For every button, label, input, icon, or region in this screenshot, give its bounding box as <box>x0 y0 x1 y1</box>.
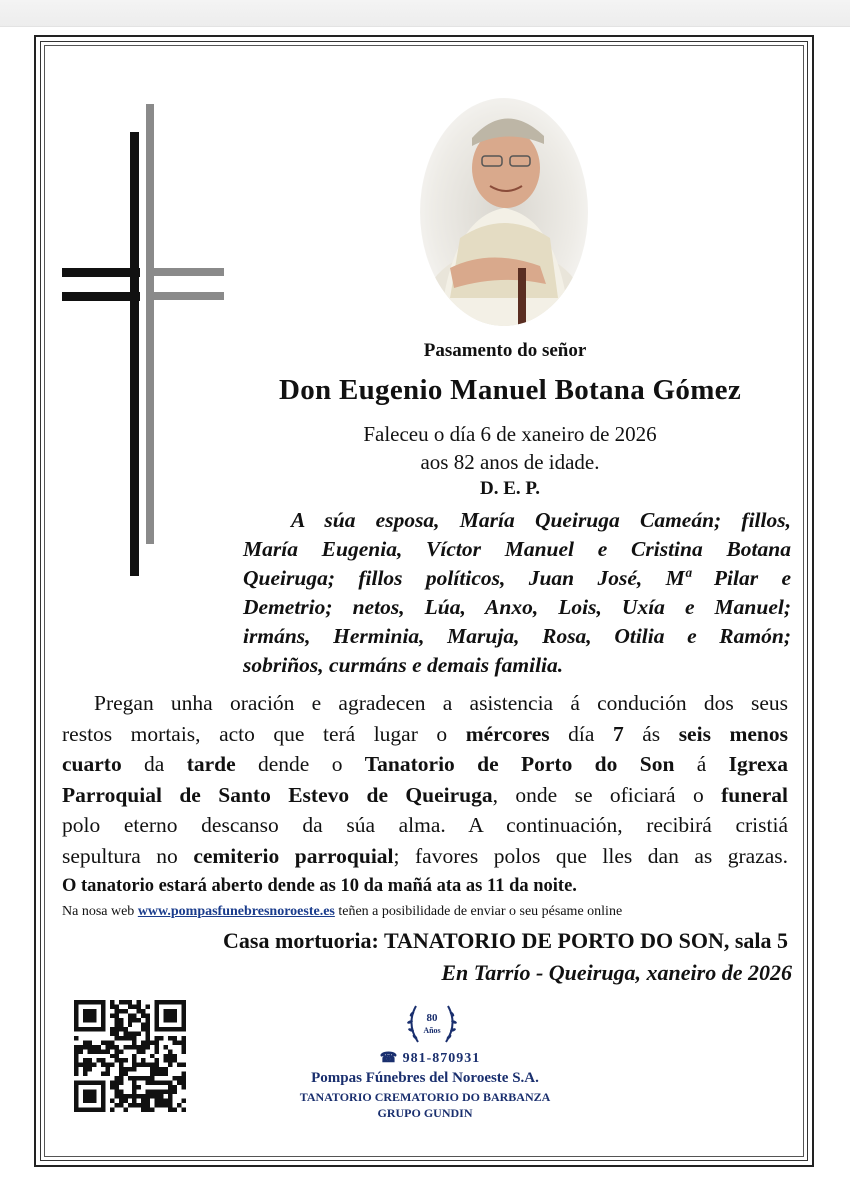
deceased-name: Don Eugenio Manuel Botana Gómez <box>278 374 742 406</box>
group-name: GRUPO GUNDIN <box>377 1106 473 1120</box>
ceremony-paragraph <box>62 688 788 871</box>
opening-hours: O tanatorio estará aberto dende as 10 da mañá ata as 11 da noite. <box>62 876 577 896</box>
family-list <box>243 506 791 680</box>
website-link[interactable]: www.pompasfunebresnoroeste.es <box>137 904 335 919</box>
family-line: A súa esposa, María Queiruga Cameán; fillos, <box>291 508 791 532</box>
paragraph-line: Parroquial de Santo Estevo de Queiruga, onde se oficiará o funeral <box>62 782 788 807</box>
family-line: irmáns, Herminia, Maruja, Rosa, Otilia e Ramón; <box>243 624 791 648</box>
logo-word: Años <box>423 1026 441 1035</box>
paragraph-line: polo eterno descanso da súa alma. A continuación, recibirá cristiá <box>62 813 788 837</box>
cross-icon <box>62 104 224 580</box>
phone-line <box>330 1050 530 1067</box>
company-name: Pompas Fúnebres del Noroeste S.A. <box>311 1070 539 1086</box>
top-bar <box>0 0 850 27</box>
web-notice <box>62 904 622 920</box>
anniversary-logo-icon <box>404 1000 460 1050</box>
paragraph-line: Pregan unha oración e agradecen a asistencia á condución dos seus <box>94 691 788 715</box>
dep-line: D. E. P. <box>479 478 540 499</box>
family-line: sobriños, curmáns e demais familia. <box>243 653 564 677</box>
phone-icon: ☎ <box>379 1051 399 1066</box>
family-line: Demetrio; netos, Lúa, Anxo, Lois, Uxía e Manuel; <box>243 595 791 619</box>
funeral-home: Casa mortuoria: TANATORIO DE PORTO DO SON, sala 5 <box>223 928 788 953</box>
portrait-illustration <box>420 98 588 326</box>
age-line: aos 82 anos de idade. <box>420 450 600 474</box>
tanatorio-name: TANATORIO CREMATORIO DO BARBANZA <box>299 1090 551 1104</box>
portrait-photo <box>420 98 588 326</box>
paragraph-line: cuarto da tarde dende o Tanatorio de Porto do Son á Igrexa <box>62 752 788 776</box>
qr-code[interactable] <box>74 1000 186 1112</box>
intro-line: Pasamento do señor <box>423 340 587 361</box>
place-date: En Tarrío - Queiruga, xaneiro de 2026 <box>441 960 792 985</box>
family-line: Queiruga; fillos políticos, Juan José, Mª Pilar e <box>243 566 791 590</box>
web-prefix: Na nosa web <box>62 904 138 919</box>
phone-number: 981-870931 <box>402 1051 481 1066</box>
family-line: María Eugenia, Víctor Manuel e Cristina Botana <box>243 537 791 561</box>
logo-number: 80 <box>426 1012 438 1024</box>
death-date: Faleceu o día 6 de xaneiro de 2026 <box>363 422 657 446</box>
paragraph-line: sepultura no cemiterio parroquial; favores polos que lles dan as grazas. <box>62 843 789 868</box>
paragraph-line: restos mortais, acto que terá lugar o mércores día 7 ás seis menos <box>62 721 788 746</box>
web-suffix: teñen a posibilidade de enviar o seu pésame online <box>334 904 623 919</box>
